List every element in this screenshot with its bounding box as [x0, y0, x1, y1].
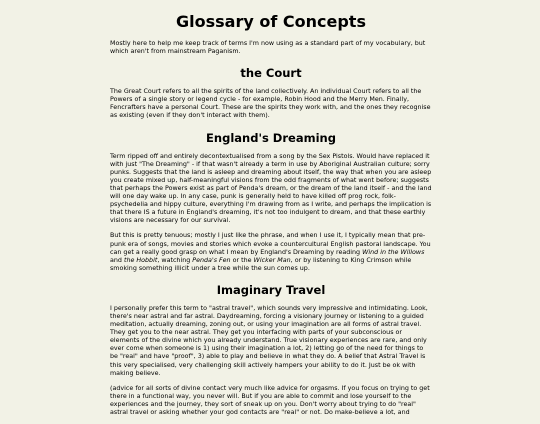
text-run: or the [230, 256, 254, 264]
intro-paragraph: Mostly here to help me keep track of terms I'm now using as a standard part of my vocabulary, but which aren't from mainstream Paganism. [110, 40, 426, 56]
title-wicker-man: Wicker Man [253, 256, 291, 264]
englands-dreaming-paragraph-2 [110, 232, 432, 272]
imaginary-travel-paragraph-1: I personally prefer this term to "astral travel", which sounds very impressive and intimidating. Look, there's near astral and far astral. Daydreaming, forcing a visionary journey or listening to a guided meditation, actually dreaming, zoning out, or using your imagination are all forms of astral travel. They get you to the near astral. They get you interfacing with parts of your subconscious or elements of the divine which you already understand. True visionary experiences are rare, and only ever come when someone is 1) using their imagination a lot, 2) letting go of the need for things to be "real" and have "proof", 3) able to play and believe in what they do. A belief that Astral Travel is this very specialised, very challenging skill actively hampers your ability to do it. Just be ok with making believe. [110, 304, 428, 377]
section-heading-imaginary-travel: Imaginary Travel [216, 282, 326, 297]
section-heading-court: the Court [240, 66, 302, 81]
title-wind-in-the-willows: Wind in the Willows [362, 248, 425, 256]
englands-dreaming-paragraph-1: Term ripped off and entirely decontextualised from a song by the Sex Pistols. Would have replaced it with just "The Dreaming" - if that wasn't already a term in use by Aboriginal Australian culture; sorry punks. Suggests that the land is asleep and dreaming about itself, the way that when you are asleep you create mixed up, half-meaningful visions from the odd fragments of what went before; suggests that perhaps the Powers exist as part of Penda's dream, or the dream of the land itself - and the land will one day wake up. In any case, punk is generally held to have killed off prog rock, folk-psychedelia and hippy culture, everything I'm drawing from as I write, and perhaps the implication is that there IS a future in England's dreaming, it's not too indulgent to dream, and that these earthly visions are necessary for our survival. [110, 152, 432, 225]
article [110, 0, 432, 424]
imaginary-travel-paragraph-2: (advice for all sorts of divine contact very much like advice for orgasms. If you focus on trying to get there in a functional way, you never will. But if you are able to commit and lose yourself to the experiences and the journey, they sort of sneak up on you. Don't worry about trying to do "real" astral travel or asking whether your god contacts are "real" or not. Do make-believe a lot, and [110, 384, 430, 416]
text-run: , watching [157, 256, 193, 264]
title-pendas-fen: Penda's Fen [192, 256, 231, 264]
court-paragraph: The Great Court refers to all the spirits of the land collectively. An individual Court refers to all the Powers of a single story or legend cycle - for example, Robin Hood and the Merry Men. Finally, Fencrafters have a personal Court. These are the spirits they work with, and the ones they recognise as existing (even if they don't interact with them). [110, 88, 431, 120]
section-heading-englands-dreaming: England's Dreaming [206, 130, 336, 145]
page-title: Glossary of Concepts [176, 12, 366, 31]
text-run: and [110, 256, 124, 264]
text-run: , or by listening to King Crimson while smoking something illicit under a tree while the sun comes up. [110, 256, 412, 272]
title-the-hobbit: the Hobbit [123, 256, 158, 264]
text-run: But this is pretty tenuous; mostly I just like the phrase, and when I use it, I typically mean that pre-punk era of songs, movies and stories which evoke a countercultural English pastoral landscape. You can get a really good grasp on what I mean by England's Dreaming by reading [110, 232, 431, 256]
